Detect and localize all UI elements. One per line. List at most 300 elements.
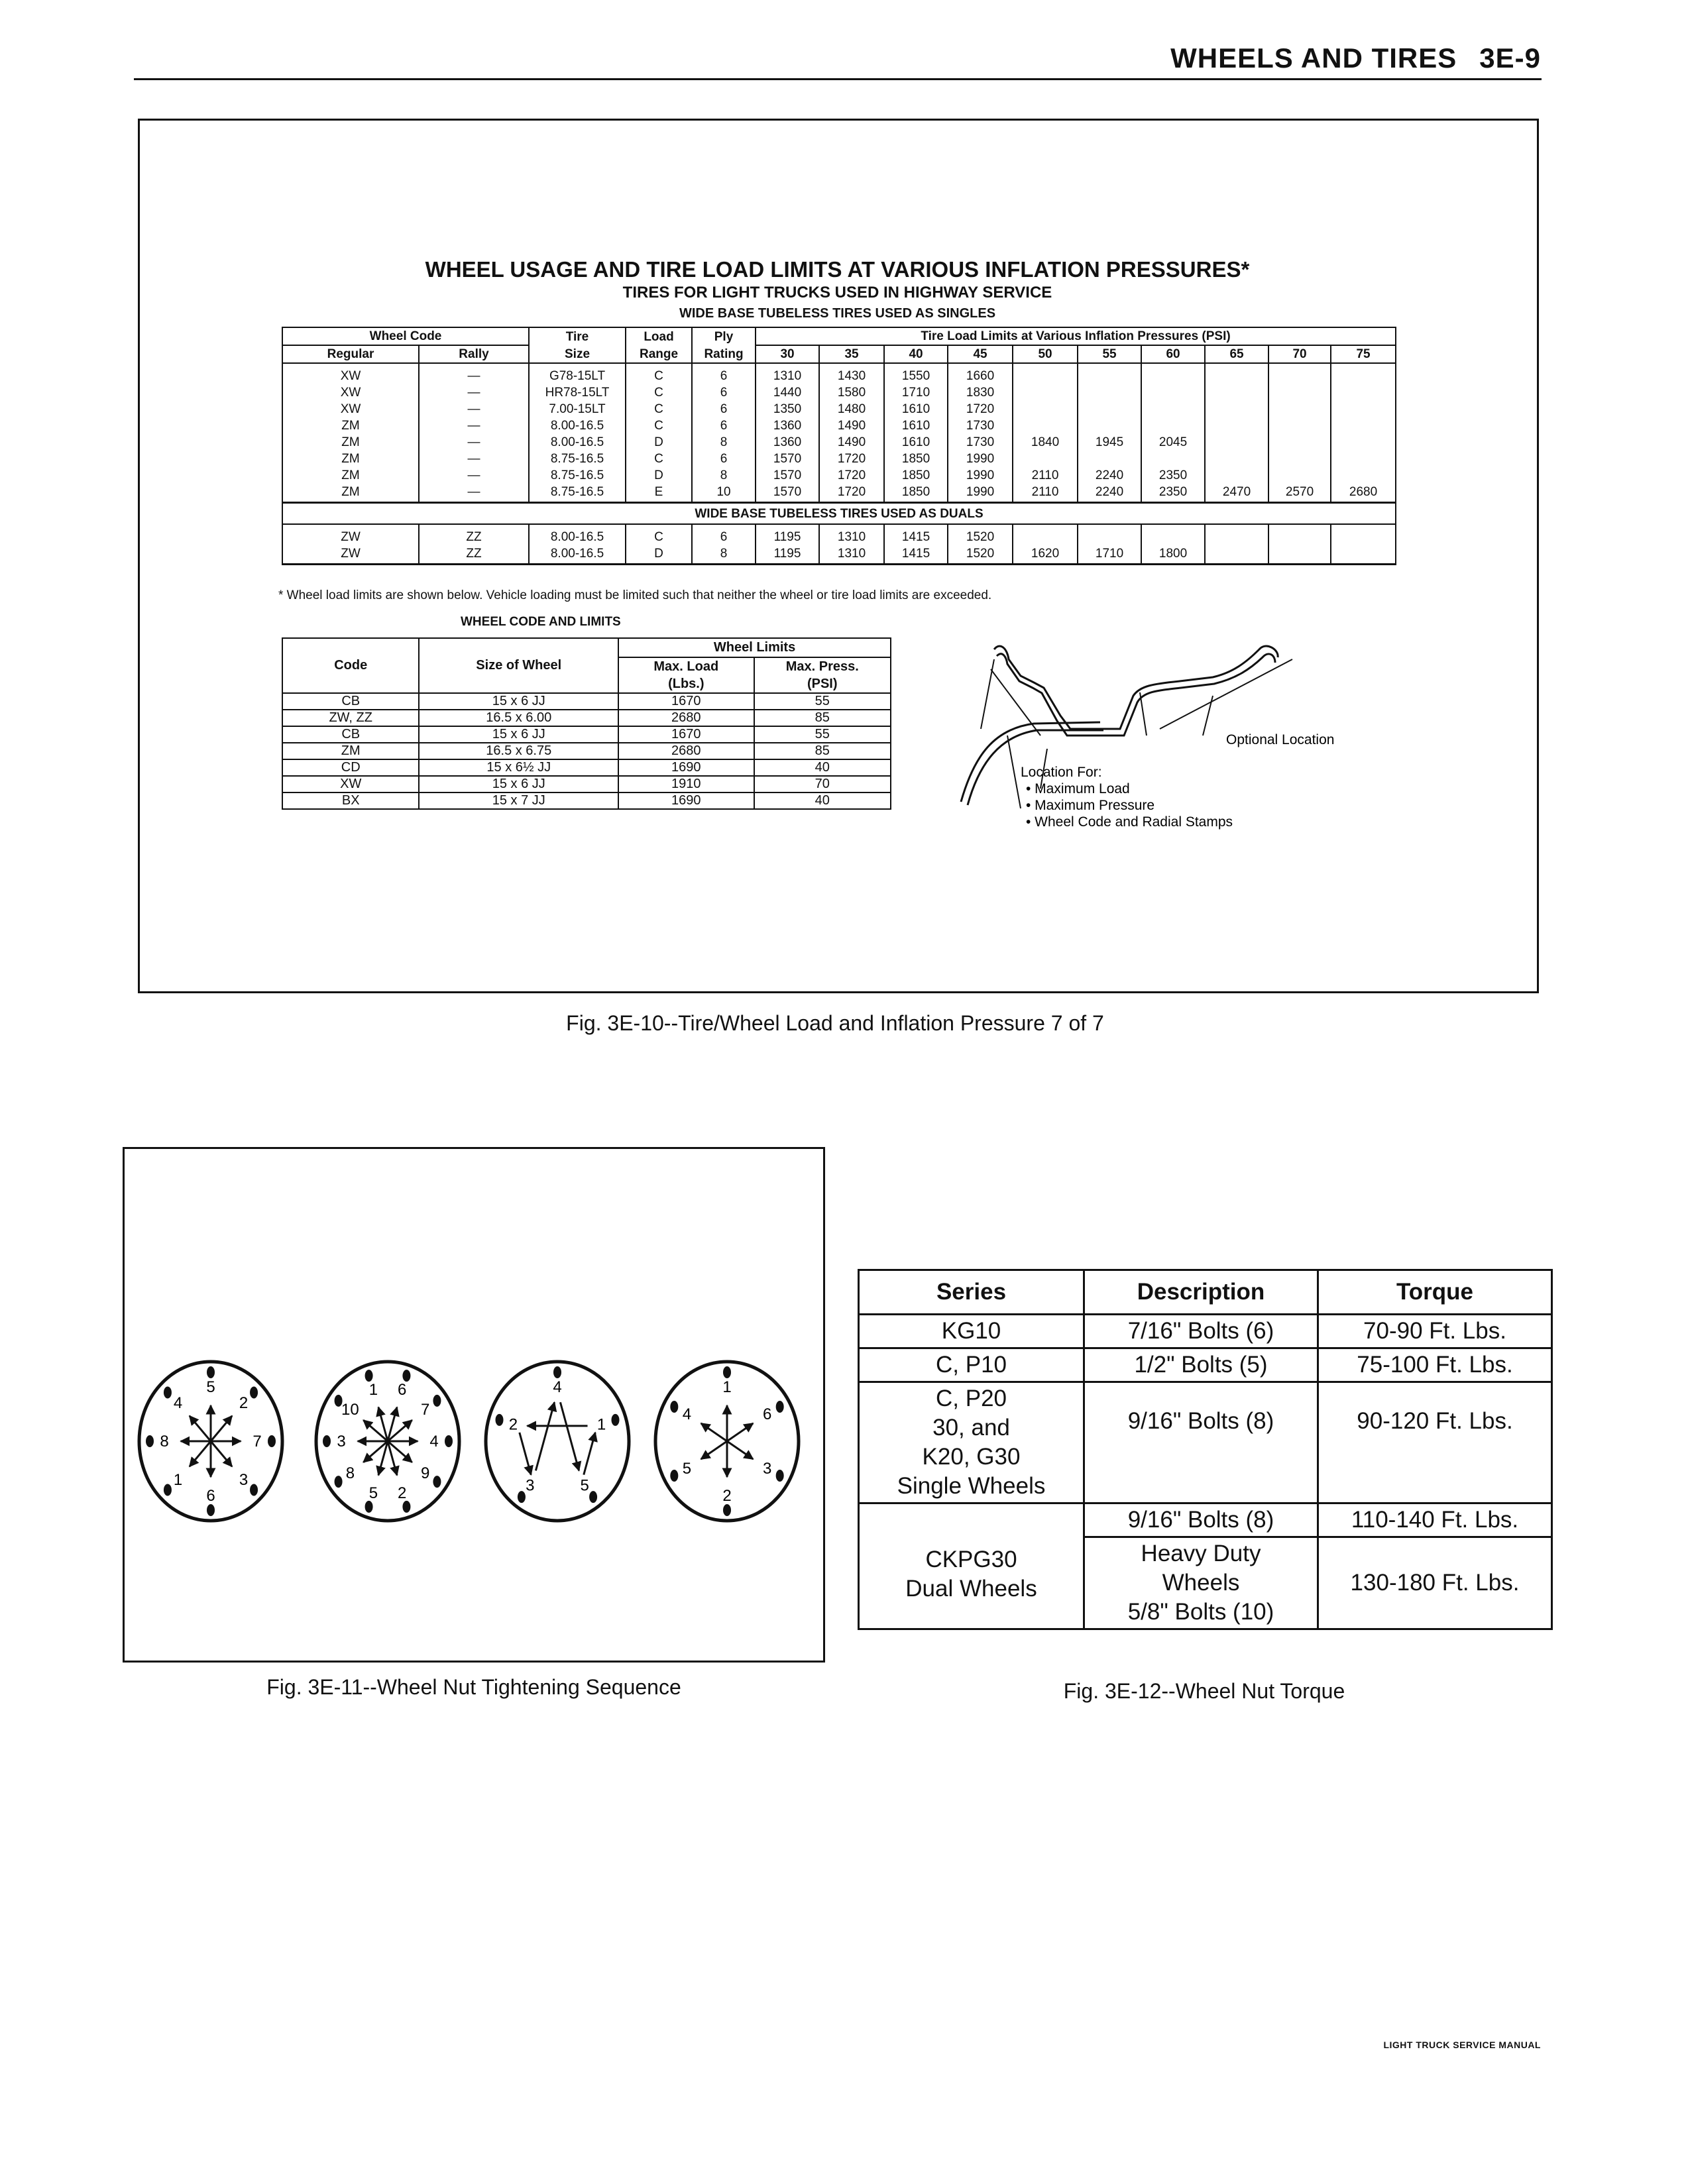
table-cell: 8.00-16.5 bbox=[529, 524, 626, 545]
table-cell bbox=[1268, 384, 1331, 401]
table-cell: 1710 bbox=[1078, 545, 1141, 565]
table-cell: — bbox=[419, 434, 529, 451]
wheel-code-header: Wheel Code bbox=[282, 327, 529, 345]
table-cell: 85 bbox=[754, 710, 891, 726]
table-cell: 6 bbox=[692, 417, 756, 434]
table-cell: 1690 bbox=[618, 792, 754, 809]
table-cell: 2470 bbox=[1205, 484, 1268, 503]
table-cell: 55 bbox=[754, 693, 891, 710]
table-cell: 1415 bbox=[884, 524, 948, 545]
sequence-number: 6 bbox=[762, 1405, 772, 1423]
table-cell: — bbox=[419, 384, 529, 401]
series-line: K20, G30 bbox=[922, 1444, 1021, 1470]
table-cell: CB bbox=[282, 726, 419, 743]
table-cell: 1660 bbox=[948, 363, 1013, 384]
table-cell: 2110 bbox=[1013, 484, 1078, 503]
table-row bbox=[282, 726, 891, 743]
lug-stud-icon bbox=[402, 1370, 410, 1382]
table-cell: CD bbox=[282, 759, 419, 776]
regular-header: Regular bbox=[282, 345, 419, 363]
table-cell bbox=[1013, 417, 1078, 434]
torque-header: Torque bbox=[1318, 1270, 1552, 1315]
psi-header: 35 bbox=[819, 345, 884, 363]
table-cell bbox=[1331, 451, 1396, 467]
table-cell: 1670 bbox=[618, 693, 754, 710]
wheel-code-table bbox=[282, 637, 891, 810]
table-row bbox=[859, 1503, 1552, 1537]
sequence-number: 9 bbox=[420, 1464, 430, 1483]
table-row bbox=[282, 384, 1396, 401]
ply-header: Ply bbox=[692, 327, 756, 345]
table-cell: 1415 bbox=[884, 545, 948, 565]
table-cell: 8.00-16.5 bbox=[529, 417, 626, 434]
tire-load-table bbox=[282, 327, 1396, 565]
table-cell: — bbox=[419, 467, 529, 484]
table-cell bbox=[1331, 384, 1396, 401]
table-cell: 1720 bbox=[819, 484, 884, 503]
table-cell: D bbox=[626, 545, 692, 565]
desc-line: Heavy Duty bbox=[1141, 1541, 1261, 1566]
table-cell: 1570 bbox=[756, 467, 819, 484]
table-cell bbox=[1078, 363, 1141, 384]
table-cell: 1730 bbox=[948, 434, 1013, 451]
psi-header: 30 bbox=[756, 345, 819, 363]
table-cell bbox=[1268, 363, 1331, 384]
description-cell: 9/16" Bolts (8) bbox=[1084, 1382, 1318, 1503]
table-row bbox=[282, 401, 1396, 417]
table-cell: 1850 bbox=[884, 484, 948, 503]
lug-stud-icon bbox=[723, 1504, 731, 1516]
desc-line: Wheels bbox=[1162, 1570, 1240, 1596]
table-cell bbox=[1205, 401, 1268, 417]
location-item: • Maximum Pressure bbox=[1026, 798, 1155, 813]
table-row bbox=[282, 693, 891, 710]
table-cell: 1570 bbox=[756, 484, 819, 503]
table-row bbox=[282, 363, 1396, 384]
table-cell: 2350 bbox=[1141, 484, 1205, 503]
table-cell: 1830 bbox=[948, 384, 1013, 401]
table-cell: 1610 bbox=[884, 434, 948, 451]
tire-header: Tire bbox=[529, 327, 626, 345]
table-cell bbox=[1141, 384, 1205, 401]
description-cell: 1/2" Bolts (5) bbox=[1084, 1348, 1318, 1382]
description-cell bbox=[1084, 1537, 1318, 1629]
sequence-arrow bbox=[584, 1433, 595, 1475]
table-cell: 1310 bbox=[819, 524, 884, 545]
table-cell bbox=[1141, 524, 1205, 545]
sequence-number: 7 bbox=[253, 1433, 262, 1450]
page-header bbox=[1170, 42, 1541, 74]
table-cell: — bbox=[419, 417, 529, 434]
table-cell: XW bbox=[282, 401, 419, 417]
psi-header: 55 bbox=[1078, 345, 1141, 363]
table-cell: XW bbox=[282, 384, 419, 401]
table-cell bbox=[1205, 451, 1268, 467]
rally-header: Rally bbox=[419, 345, 529, 363]
sequence-number: 5 bbox=[206, 1378, 215, 1396]
table-row bbox=[282, 545, 1396, 565]
desc-line: 5/8" Bolts (10) bbox=[1127, 1599, 1274, 1625]
table-cell: 1440 bbox=[756, 384, 819, 401]
series-line: Single Wheels bbox=[897, 1473, 1046, 1499]
sequence-number: 8 bbox=[160, 1433, 169, 1450]
wheel-diagram bbox=[139, 1362, 282, 1521]
table-cell: 8 bbox=[692, 434, 756, 451]
lug-stud-icon bbox=[250, 1386, 258, 1398]
location-item: • Wheel Code and Radial Stamps bbox=[1026, 814, 1233, 830]
sequence-arrow bbox=[727, 1423, 753, 1441]
table-cell: 1480 bbox=[819, 401, 884, 417]
table-cell: 15 x 6½ JJ bbox=[419, 759, 618, 776]
sequence-number: 3 bbox=[239, 1470, 249, 1489]
size-header: Size bbox=[529, 345, 626, 363]
table-cell: 70 bbox=[754, 776, 891, 792]
table-cell: 1720 bbox=[819, 467, 884, 484]
table-cell: 2350 bbox=[1141, 467, 1205, 484]
table-cell: 6 bbox=[692, 451, 756, 467]
table-cell: 8.75-16.5 bbox=[529, 484, 626, 503]
sequence-arrow bbox=[211, 1416, 232, 1441]
table-cell: 1310 bbox=[756, 363, 819, 384]
table-cell bbox=[1078, 384, 1141, 401]
table-cell: 1310 bbox=[819, 545, 884, 565]
location-item: • Maximum Load bbox=[1026, 781, 1130, 796]
table-cell bbox=[1013, 384, 1078, 401]
torque-cell: 70-90 Ft. Lbs. bbox=[1318, 1315, 1552, 1348]
lug-stud-icon bbox=[723, 1366, 731, 1378]
lug-stud-icon bbox=[433, 1476, 441, 1488]
table-cell: 1570 bbox=[756, 451, 819, 467]
max-press-label: Max. Press. bbox=[785, 659, 859, 674]
table-cell: 1520 bbox=[948, 524, 1013, 545]
psi-header: 45 bbox=[948, 345, 1013, 363]
table-row bbox=[859, 1315, 1552, 1348]
table-cell: ZM bbox=[282, 417, 419, 434]
table-cell: 1720 bbox=[819, 451, 884, 467]
table-cell bbox=[1141, 401, 1205, 417]
series-line: Dual Wheels bbox=[905, 1576, 1037, 1602]
figure-3e-10-caption: Fig. 3E-10--Tire/Wheel Load and Inflation Pressure 7 of 7 bbox=[566, 1011, 1104, 1035]
table-cell bbox=[1078, 401, 1141, 417]
series-cell bbox=[859, 1382, 1084, 1503]
rating-header: Rating bbox=[692, 345, 756, 363]
table-cell bbox=[1205, 524, 1268, 545]
wheel-diagram bbox=[486, 1362, 629, 1521]
lug-stud-icon bbox=[164, 1386, 172, 1398]
table-cell: 1195 bbox=[756, 524, 819, 545]
wheel-limits-header: Wheel Limits bbox=[618, 638, 891, 657]
table-cell: 2110 bbox=[1013, 467, 1078, 484]
table-cell: 1730 bbox=[948, 417, 1013, 434]
lug-stud-icon bbox=[365, 1370, 373, 1382]
wheel-diagram bbox=[655, 1362, 799, 1521]
table-cell: C bbox=[626, 417, 692, 434]
table-row bbox=[282, 710, 891, 726]
table-cell: ZW bbox=[282, 524, 419, 545]
table-cell: 1430 bbox=[819, 363, 884, 384]
table-cell bbox=[1331, 417, 1396, 434]
table-cell: — bbox=[419, 363, 529, 384]
size-of-wheel-header: Size of Wheel bbox=[419, 638, 618, 693]
series-cell bbox=[859, 1503, 1084, 1629]
max-load-label: Max. Load bbox=[653, 659, 719, 674]
table-cell: 1710 bbox=[884, 384, 948, 401]
table-cell: 1840 bbox=[1013, 434, 1078, 451]
table-cell: 8 bbox=[692, 545, 756, 565]
sequence-number: 2 bbox=[508, 1415, 518, 1434]
table-cell: ZM bbox=[282, 467, 419, 484]
lug-stud-icon bbox=[365, 1501, 373, 1513]
table-cell: 1360 bbox=[756, 434, 819, 451]
table-cell: 10 bbox=[692, 484, 756, 503]
psi-header: 70 bbox=[1268, 345, 1331, 363]
table-cell: 1990 bbox=[948, 467, 1013, 484]
table-cell: 2240 bbox=[1078, 484, 1141, 503]
table-row bbox=[282, 524, 1396, 545]
description-cell: 7/16" Bolts (6) bbox=[1084, 1315, 1318, 1348]
footer-manual-title: LIGHT TRUCK SERVICE MANUAL bbox=[1383, 2040, 1541, 2050]
sequence-arrow bbox=[190, 1416, 211, 1441]
sequence-number: 5 bbox=[682, 1460, 692, 1478]
table-cell: 85 bbox=[754, 743, 891, 759]
table-cell: 55 bbox=[754, 726, 891, 743]
torque-cell: 75-100 Ft. Lbs. bbox=[1318, 1348, 1552, 1382]
sequence-number: 5 bbox=[580, 1476, 589, 1495]
table-row bbox=[282, 484, 1396, 503]
table-cell: 1350 bbox=[756, 401, 819, 417]
table-row bbox=[859, 1348, 1552, 1382]
table-cell: ZW, ZZ bbox=[282, 710, 419, 726]
table-cell: 1990 bbox=[948, 484, 1013, 503]
table-row bbox=[282, 759, 891, 776]
sequence-number: 2 bbox=[239, 1394, 249, 1413]
wheel-diagram bbox=[316, 1362, 459, 1521]
table-cell bbox=[1268, 417, 1331, 434]
table-cell: C bbox=[626, 401, 692, 417]
sequence-number: 1 bbox=[722, 1378, 732, 1396]
table-cell: C bbox=[626, 384, 692, 401]
table-cell: 2570 bbox=[1268, 484, 1331, 503]
table-cell bbox=[1331, 363, 1396, 384]
table-cell bbox=[1013, 401, 1078, 417]
figure-3e-11-caption: Fig. 3E-11--Wheel Nut Tightening Sequence bbox=[266, 1675, 681, 1699]
table-cell: 6 bbox=[692, 524, 756, 545]
table-cell: 8 bbox=[692, 467, 756, 484]
sequence-arrow bbox=[701, 1441, 727, 1459]
sequence-arrow bbox=[560, 1402, 579, 1470]
psi-header: 75 bbox=[1331, 345, 1396, 363]
sequence-number: 6 bbox=[397, 1381, 407, 1399]
table-cell: 1670 bbox=[618, 726, 754, 743]
table-cell bbox=[1331, 467, 1396, 484]
lug-stud-icon bbox=[250, 1484, 258, 1496]
table-cell bbox=[1078, 524, 1141, 545]
sequence-number: 3 bbox=[337, 1433, 346, 1450]
lug-stud-icon bbox=[553, 1366, 561, 1378]
lug-stud-icon bbox=[776, 1470, 784, 1482]
singles-heading: WIDE BASE TUBELESS TIRES USED AS SINGLES bbox=[679, 306, 996, 321]
sequence-number: 4 bbox=[682, 1405, 692, 1423]
wheel-code-title: WHEEL CODE AND LIMITS bbox=[461, 615, 621, 629]
table-cell: ZZ bbox=[419, 524, 529, 545]
series-line: 30, and bbox=[932, 1415, 1010, 1441]
table-cell: CB bbox=[282, 693, 419, 710]
wheel-nut-sequence-diagrams bbox=[133, 1352, 822, 1531]
table-cell: 2680 bbox=[618, 743, 754, 759]
table-cell bbox=[1268, 545, 1331, 565]
table-cell: 1490 bbox=[819, 417, 884, 434]
table-cell bbox=[1205, 467, 1268, 484]
lug-stud-icon bbox=[207, 1504, 215, 1516]
table-cell: 2240 bbox=[1078, 467, 1141, 484]
table-cell: 40 bbox=[754, 792, 891, 809]
lug-stud-icon bbox=[611, 1414, 619, 1426]
lug-stud-icon bbox=[164, 1484, 172, 1496]
table-cell bbox=[1205, 417, 1268, 434]
table-cell bbox=[1331, 401, 1396, 417]
table-cell: BX bbox=[282, 792, 419, 809]
table-row bbox=[282, 743, 891, 759]
sequence-number: 2 bbox=[397, 1484, 407, 1502]
table-cell: XW bbox=[282, 776, 419, 792]
table-cell: 1550 bbox=[884, 363, 948, 384]
sequence-number: 6 bbox=[206, 1487, 215, 1505]
table-cell: 1580 bbox=[819, 384, 884, 401]
sequence-arrow bbox=[520, 1433, 531, 1475]
sequence-number: 8 bbox=[345, 1464, 355, 1483]
figure-3e-12-caption: Fig. 3E-12--Wheel Nut Torque bbox=[1063, 1679, 1345, 1703]
table-cell: 15 x 6 JJ bbox=[419, 776, 618, 792]
sequence-number: 1 bbox=[173, 1470, 183, 1489]
footnote: * Wheel load limits are shown below. Vehicle loading must be limited such that neither the wheel or tire load limits are exceeded. bbox=[278, 588, 992, 602]
psi-header: 50 bbox=[1013, 345, 1078, 363]
lug-stud-icon bbox=[496, 1414, 504, 1426]
table-cell: 1490 bbox=[819, 434, 884, 451]
table-cell: 6 bbox=[692, 363, 756, 384]
table-cell: 1910 bbox=[618, 776, 754, 792]
lug-stud-icon bbox=[268, 1435, 276, 1447]
max-load-header bbox=[618, 657, 754, 693]
table-cell: 40 bbox=[754, 759, 891, 776]
table-row bbox=[282, 451, 1396, 467]
table-cell bbox=[1268, 434, 1331, 451]
table-cell: HR78-15LT bbox=[529, 384, 626, 401]
table-cell: G78-15LT bbox=[529, 363, 626, 384]
table-cell: C bbox=[626, 363, 692, 384]
sequence-number: 3 bbox=[526, 1476, 535, 1495]
table-cell: 1990 bbox=[948, 451, 1013, 467]
series-cell: KG10 bbox=[859, 1315, 1084, 1348]
table-cell: E bbox=[626, 484, 692, 503]
location-for-label: Location For: bbox=[1021, 765, 1102, 780]
lug-stud-icon bbox=[670, 1470, 678, 1482]
table-cell bbox=[1013, 451, 1078, 467]
lug-stud-icon bbox=[335, 1476, 343, 1488]
table-cell bbox=[1205, 434, 1268, 451]
sequence-number: 10 bbox=[341, 1400, 359, 1419]
sequence-number: 3 bbox=[762, 1460, 772, 1478]
table-cell: XW bbox=[282, 363, 419, 384]
duals-heading: WIDE BASE TUBELESS TIRES USED AS DUALS bbox=[282, 503, 1396, 525]
max-press-header bbox=[754, 657, 891, 693]
lug-stud-icon bbox=[589, 1491, 597, 1503]
header-rule bbox=[134, 78, 1542, 80]
lug-stud-icon bbox=[445, 1435, 453, 1447]
table-cell: 15 x 6 JJ bbox=[419, 726, 618, 743]
table-cell: — bbox=[419, 401, 529, 417]
table-row bbox=[282, 792, 891, 809]
table-cell: 16.5 x 6.75 bbox=[419, 743, 618, 759]
psi-header: 40 bbox=[884, 345, 948, 363]
table-cell: 1720 bbox=[948, 401, 1013, 417]
table-cell: ZM bbox=[282, 451, 419, 467]
lbs-label: (Lbs.) bbox=[668, 677, 704, 691]
table-cell: 6 bbox=[692, 384, 756, 401]
table-cell: D bbox=[626, 467, 692, 484]
table-cell: ZM bbox=[282, 743, 419, 759]
description-cell: 9/16" Bolts (8) bbox=[1084, 1503, 1318, 1537]
table-cell: — bbox=[419, 451, 529, 467]
sequence-arrow bbox=[727, 1441, 753, 1459]
table-cell: 2680 bbox=[618, 710, 754, 726]
table-cell: 16.5 x 6.00 bbox=[419, 710, 618, 726]
table-cell: D bbox=[626, 434, 692, 451]
table-cell: C bbox=[626, 524, 692, 545]
optional-location-label: Optional Location bbox=[1226, 732, 1335, 747]
table-cell: 1945 bbox=[1078, 434, 1141, 451]
table-cell: — bbox=[419, 484, 529, 503]
table-cell bbox=[1078, 417, 1141, 434]
psi-label: (PSI) bbox=[807, 677, 838, 691]
sequence-number: 4 bbox=[173, 1394, 183, 1413]
table-cell: 8.00-16.5 bbox=[529, 545, 626, 565]
table-cell bbox=[1205, 363, 1268, 384]
sequence-arrow bbox=[701, 1423, 727, 1441]
table-title: WHEEL USAGE AND TIRE LOAD LIMITS AT VARIOUS INFLATION PRESSURES* bbox=[425, 257, 1250, 282]
lug-stud-icon bbox=[146, 1435, 154, 1447]
limits-header: Tire Load Limits at Various Inflation Pressures (PSI) bbox=[756, 327, 1396, 345]
table-cell bbox=[1013, 524, 1078, 545]
table-cell: C bbox=[626, 451, 692, 467]
sequence-number: 1 bbox=[368, 1381, 378, 1399]
table-cell bbox=[1078, 451, 1141, 467]
table-row bbox=[282, 434, 1396, 451]
table-cell: 1360 bbox=[756, 417, 819, 434]
torque-cell: 110-140 Ft. Lbs. bbox=[1318, 1503, 1552, 1537]
sequence-number: 2 bbox=[722, 1487, 732, 1505]
table-cell bbox=[1331, 545, 1396, 565]
table-cell: ZW bbox=[282, 545, 419, 565]
table-cell: 1850 bbox=[884, 467, 948, 484]
table-cell: 1850 bbox=[884, 451, 948, 467]
section-title: WHEELS AND TIRES bbox=[1170, 42, 1457, 74]
table-cell: 1610 bbox=[884, 417, 948, 434]
sequence-number: 4 bbox=[553, 1378, 562, 1396]
table-subtitle: TIRES FOR LIGHT TRUCKS USED IN HIGHWAY SERVICE bbox=[622, 284, 1052, 301]
table-cell: 2045 bbox=[1141, 434, 1205, 451]
table-cell bbox=[1268, 524, 1331, 545]
table-cell: 15 x 6 JJ bbox=[419, 693, 618, 710]
torque-cell: 130-180 Ft. Lbs. bbox=[1318, 1537, 1552, 1629]
description-header: Description bbox=[1084, 1270, 1318, 1315]
table-cell: 1520 bbox=[948, 545, 1013, 565]
series-header: Series bbox=[859, 1270, 1084, 1315]
torque-cell: 90-120 Ft. Lbs. bbox=[1318, 1382, 1552, 1503]
sequence-arrow bbox=[535, 1402, 554, 1470]
lug-stud-icon bbox=[402, 1501, 410, 1513]
table-cell bbox=[1205, 545, 1268, 565]
range-header: Range bbox=[626, 345, 692, 363]
